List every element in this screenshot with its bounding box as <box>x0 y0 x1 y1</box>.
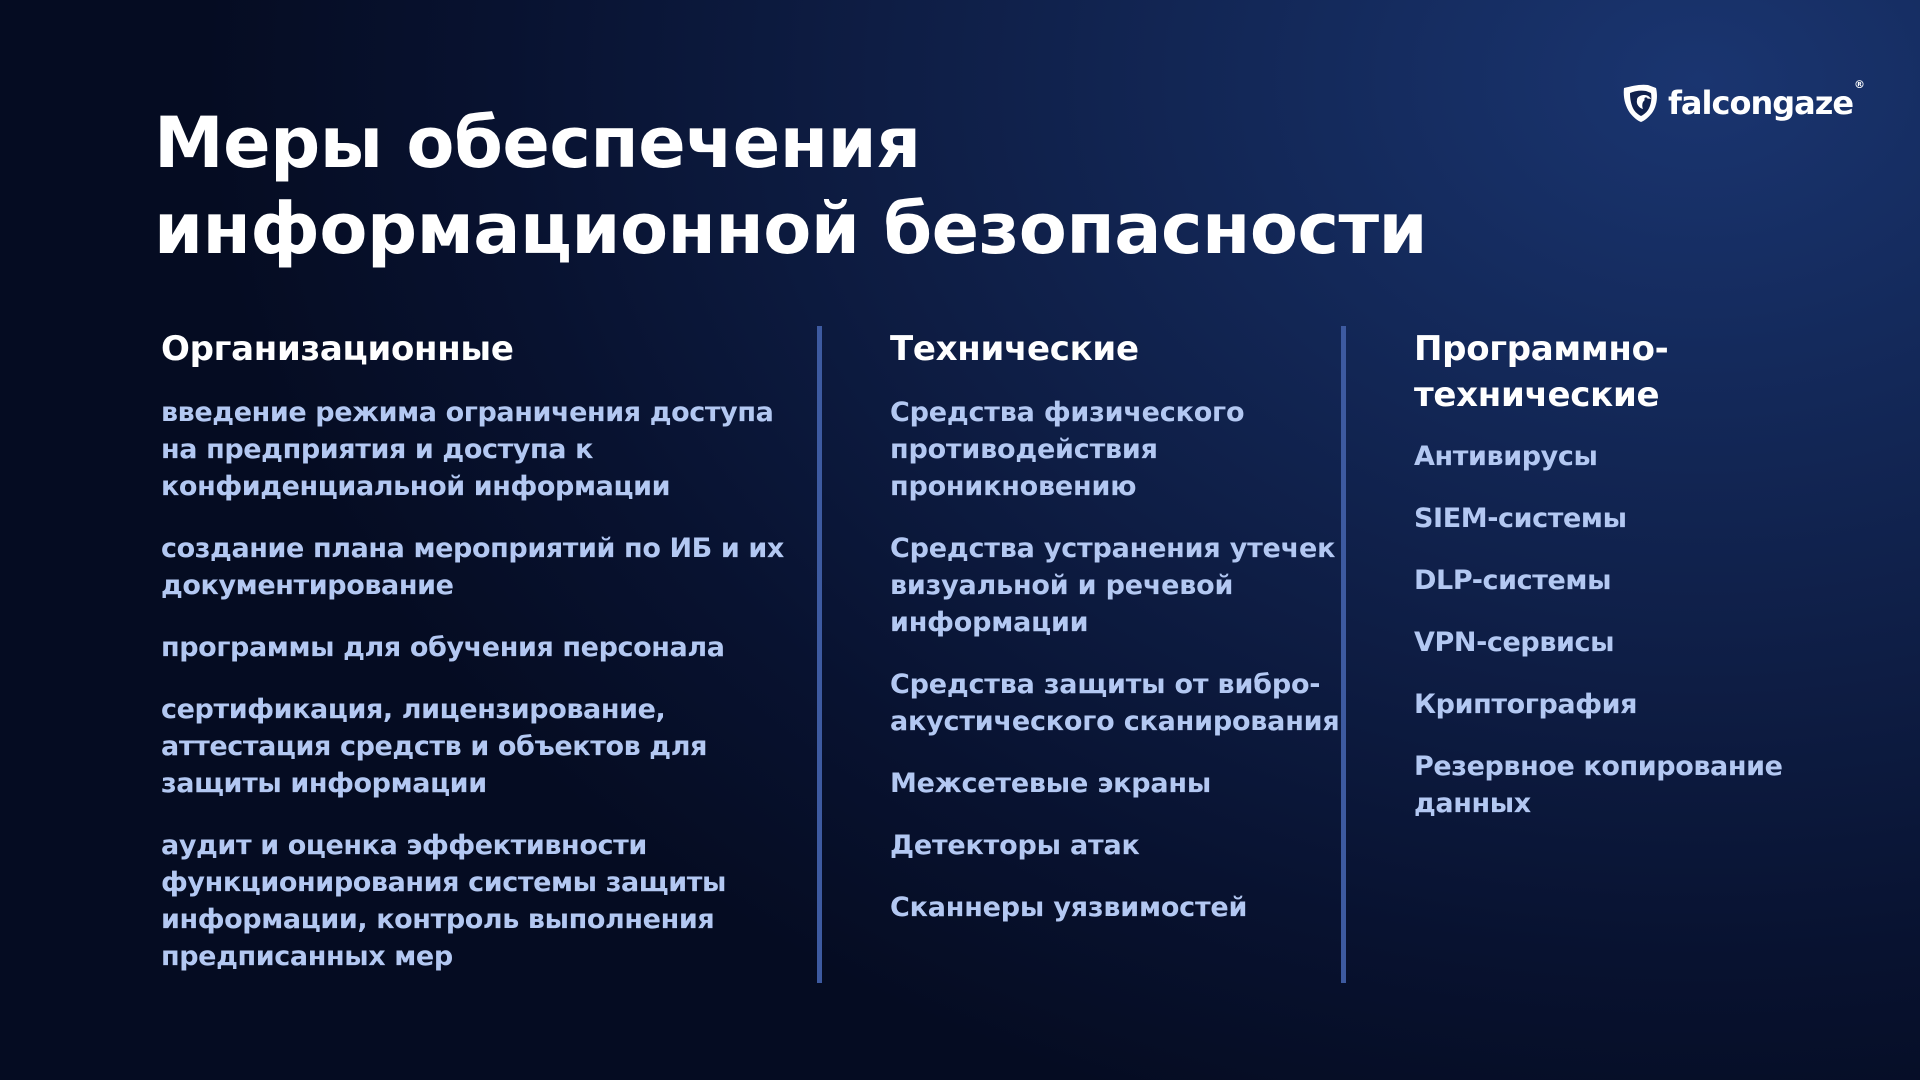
list-item: Средства защиты от вибро-акустического сканирования <box>890 669 1340 737</box>
list-item: Средства физического противодействия проникновению <box>890 397 1245 502</box>
list-item: программы для обучения персонала <box>161 632 725 663</box>
list-item: Средства устранения утечек визуальной и речевой информации <box>890 533 1336 638</box>
column-heading: Программно-технические <box>1414 329 1669 415</box>
list-item: Сканнеры уязвимостей <box>890 892 1248 923</box>
title-line-1: Меры обеспечения <box>154 102 921 184</box>
list-item: Межсетевые экраны <box>890 768 1212 799</box>
column-technical <box>890 326 1340 951</box>
list-item: DLP-системы <box>1414 565 1612 596</box>
list-item: Криптография <box>1414 689 1638 720</box>
list-item: SIEM-системы <box>1414 503 1627 534</box>
column-software-technical <box>1414 326 1834 847</box>
column-heading: Организационные <box>161 329 514 369</box>
page-title <box>154 100 1754 272</box>
measures-list <box>1414 438 1834 822</box>
brand-name: falcongaze® <box>1668 78 1865 122</box>
measures-list <box>890 394 1340 926</box>
measures-list <box>161 394 801 975</box>
title-line-2: информационной безопасности <box>154 188 1428 270</box>
column-divider <box>817 326 822 983</box>
list-item: введение режима ограничения доступа на предприятия и доступа к конфиденциальной информации <box>161 397 774 502</box>
column-divider <box>1341 326 1346 983</box>
list-item: Резервное копирование данных <box>1414 751 1783 819</box>
list-item: VPN-сервисы <box>1414 627 1615 658</box>
column-organizational <box>161 326 801 1000</box>
registered-mark: ® <box>1854 78 1865 91</box>
column-heading: Технические <box>890 329 1139 369</box>
list-item: сертификация, лицензирование, аттестация средств и объектов для защиты информации <box>161 694 708 799</box>
list-item: аудит и оценка эффективности функционирования системы защиты информации, контроль выполнения предписанных мер <box>161 830 727 972</box>
list-item: Детекторы атак <box>890 830 1140 861</box>
list-item: Антивирусы <box>1414 441 1598 472</box>
list-item: создание плана мероприятий по ИБ и их документирование <box>161 533 784 601</box>
